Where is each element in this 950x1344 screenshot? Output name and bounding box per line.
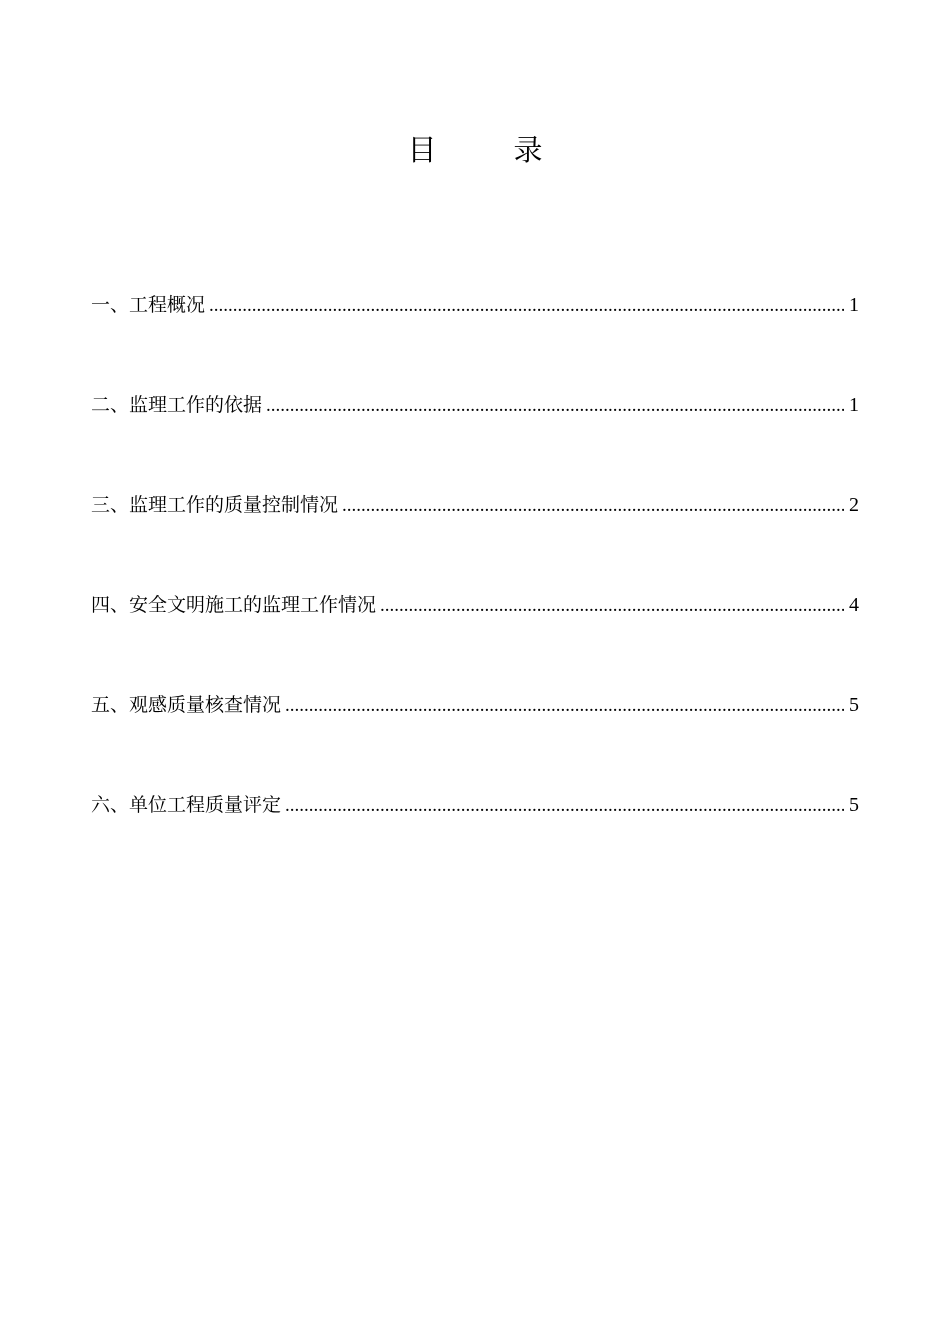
toc-entry-page-number: 1 (849, 394, 859, 416)
toc-entry[interactable] (91, 585, 859, 685)
toc-entry[interactable] (91, 385, 859, 485)
toc-entry-label: 六、单位工程质量评定 (91, 794, 282, 816)
toc-entry-page-number: 5 (849, 694, 859, 716)
toc-entry[interactable] (91, 785, 859, 885)
toc-dot-leader (285, 786, 844, 826)
toc-entry-label: 四、安全文明施工的监理工作情况 (91, 594, 377, 616)
toc-entry-page-number: 4 (849, 594, 859, 616)
toc-entry-page-number: 5 (849, 794, 859, 816)
page-title: 目 录 (407, 133, 567, 167)
toc-dot-leader (342, 486, 844, 526)
toc-entry[interactable] (91, 285, 859, 385)
toc-entry-page-number: 2 (849, 494, 859, 516)
toc-entry-page-number: 1 (849, 294, 859, 316)
toc-entry[interactable] (91, 485, 859, 585)
toc-dot-leader (380, 586, 844, 626)
toc-dot-leader (266, 386, 844, 426)
table-of-contents (91, 285, 859, 885)
toc-entry-label: 一、工程概况 (91, 294, 206, 316)
toc-entry-label: 三、监理工作的质量控制情况 (91, 494, 339, 516)
toc-dot-leader (209, 286, 844, 326)
toc-entry-label: 二、监理工作的依据 (91, 394, 263, 416)
toc-dot-leader (285, 686, 844, 726)
toc-entry[interactable] (91, 685, 859, 785)
toc-entry-label: 五、观感质量核查情况 (91, 694, 282, 716)
